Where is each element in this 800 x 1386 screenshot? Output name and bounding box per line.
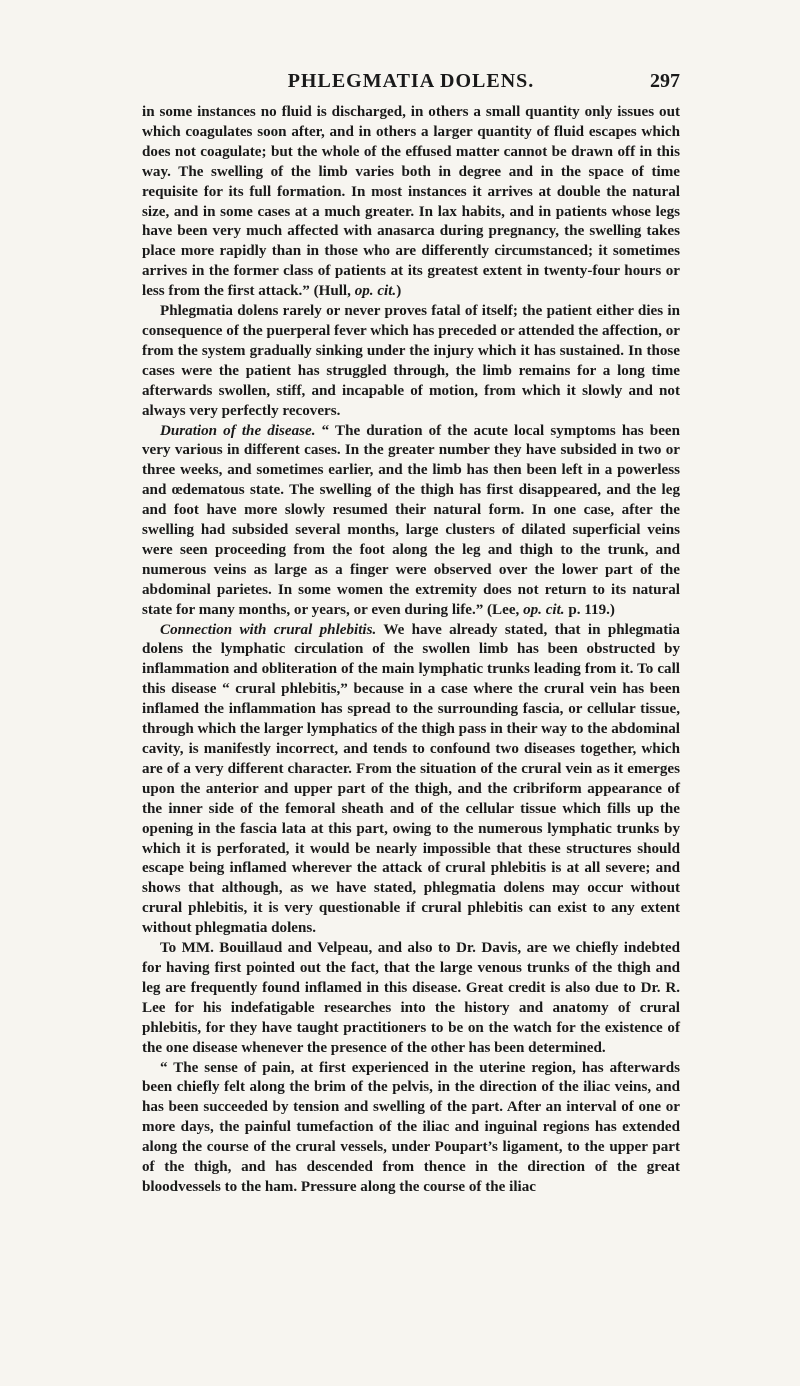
text-segment: To MM. Bouillaud and Velpeau, and also to Dr. Davis, are we chiefly indebted for having first pointed out the fact, that the large venous trunks of the thigh and leg are frequently found inflamed in this disease. Great credit is also due to Dr. R. Lee for his indefatigable researches into the history and anatomy of crural phlebitis, for they have taught practitioners to be on the watch for the existence of the one disease whenever the presence of the other has been determined. (142, 940, 680, 1056)
paragraph (142, 422, 680, 621)
text-segment: “ The sense of pain, at first experienced in the uterine region, has afterwards been chiefly felt along the brim of the pelvis, in the direction of the iliac veins, and has been succeeded by tension and swelling of the part. After an interval of one or more days, the painful tumefaction of the iliac and inguinal regions has extended along the course of the crural vessels, under Poupart’s ligament, to the upper part of the thigh, and has descended from thence in the direction of the great bloodvessels to the ham. Pressure along the course of the iliac (142, 1059, 680, 1195)
text-segment: p. 119.) (564, 601, 615, 618)
page-header (142, 70, 680, 94)
paragraph (142, 621, 680, 940)
text-segment: We have already stated, that in phlegmatia dolens the lymphatic circulation of the swollen limb has been obstructed by inflammation and obliteration of the main lymphatic trunks leading from it. To call this disease “ crural phlebitis,” because in a case where the crural vein has been inflamed the inflammation has spread to the surrounding fascia, or cellular tissue, through which the larger lymphatics of the thigh pass in their way to the abdominal cavity, is manifestly incorrect, and tends to confound two diseases together, which are of a very different character. From the situation of the crural vein as it emerges upon the anterior and upper part of the thigh, and the cribriform appearance of the inner side of the femoral sheath and of the cellular tissue which fills up the opening in the fascia lata at this part, owing to the numerous lymphatic trunks by which it is perforated, it would be nearly impossible that these structures should escape being inflamed wherever the attack of crural phlebitis is at all severe; and shows that although, as we have stated, phlegmatia dolens may occur without crural phlebitis, it is very questionable if crural phlebitis can exist to any extent without phlegmatia dolens. (142, 621, 680, 937)
italic-citation: op. cit. (354, 283, 397, 300)
paragraph (142, 103, 680, 302)
text-segment: in some instances no fluid is discharged, in others a small quantity only issues out which coagulates soon after, and in others a larger quantity of fluid escapes which does not coagulate; but the whole of the effused matter cannot be drawn off in this way. The swelling of the limb varies both in degree and in the space of time requisite for its full formation. In most instances it arrives at double the natural size, and in some cases at a much greater. In lax habits, and in patients whose legs have been very much affected with anasarca during pregnancy, the swelling takes place more rapidly than in those who are differently circumstanced; it sometimes arrives in the former class of patients at its greatest extent in twenty-four hours or less from the first attack.” (Hull, (142, 104, 680, 300)
text-segment: Phlegmatia dolens rarely or never proves fatal of itself; the patient either dies in consequence of the puerperal fever which has preceded or attended the affection, or from the system gradually sinking under the injury which it has sustained. In those cases were the patient has struggled through, the limb remains for a long time afterwards swollen, stiff, and incapable of motion, from which it slowly and not always very perfectly recovers. (142, 303, 680, 419)
body-text (142, 103, 680, 1198)
paragraph (142, 939, 680, 1058)
italic-citation: op. cit. (523, 601, 565, 618)
section-heading-duration: Duration of the disease. (160, 422, 316, 439)
running-head: PHLEGMATIA DOLENS. (287, 70, 535, 92)
text-segment: “ The duration of the acute local symptoms has been very various in different cases. In the greater number they have subsided in two or three weeks, and sometimes earlier, and the limb has then been left in a powerless and œdematous state. The swelling of the thigh has first disappeared, and the leg and foot have more slowly resumed their natural form. In one case, after the swelling had subsided several months, large clusters of dilated superficial veins were seen proceeding from the foot along the leg and thigh to the trunk, and numerous veins as large as a finger were observed over the lower part of the abdominal parietes. In some women the extremity does not return to its natural state for many months, or years, or even during life.” (Lee, (142, 422, 680, 618)
text-segment: ) (396, 283, 402, 300)
section-heading-connection: Connection with crural phlebitis. (160, 621, 377, 638)
paragraph (142, 302, 680, 421)
paragraph (142, 1059, 680, 1198)
page-number: 297 (650, 70, 680, 92)
